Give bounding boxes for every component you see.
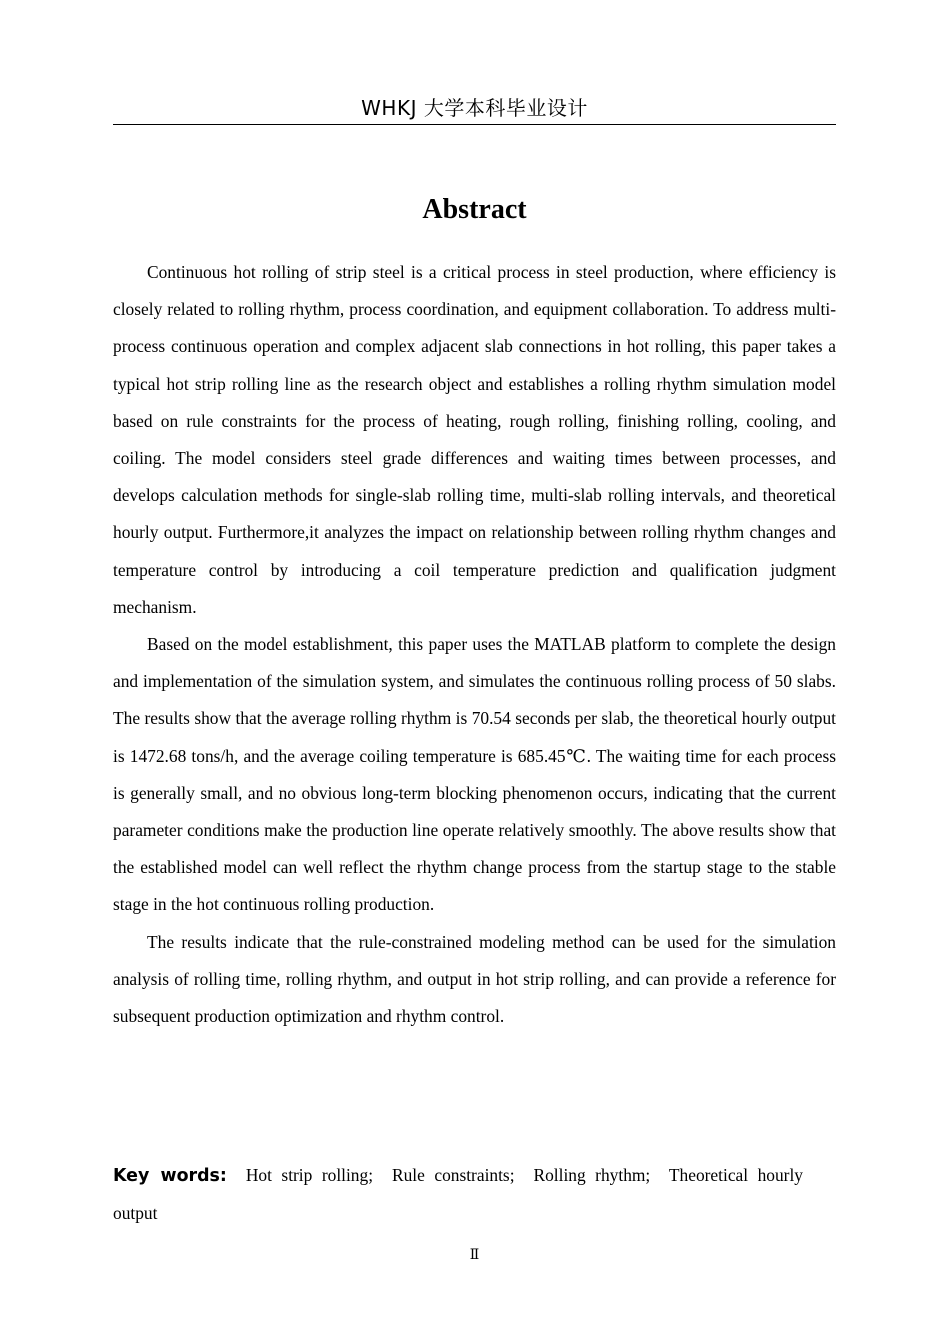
- running-header: WHKJ 大学本科毕业设计: [361, 96, 588, 120]
- abstract-body: [113, 254, 836, 1035]
- keywords-text: Hot strip rolling; Rule constraints; Rolling rhythm; Theoretical hourly output: [113, 1165, 816, 1224]
- abstract-paragraph-2: Based on the model establishment, this paper uses the MATLAB platform to complete the design and implementation of the simulation system, and simulates the continuous rolling process of 50 slabs. The results show that the average rolling rhythm is 70.54 seconds per slab, the theoretical hourly output is 1472.68 tons/h, and the average coiling temperature is 685.45℃. The waiting time for each process is generally small, and no obvious long-term blocking phenomenon occurs, indicating that the current parameter conditions make the production line operate relatively smoothly. The above results show that the established model can well reflect the rhythm change process from the startup stage to the stable stage in the hot continuous rolling production.: [113, 634, 836, 915]
- keywords-section: [113, 1157, 816, 1232]
- abstract-paragraph-1: Continuous hot rolling of strip steel is a critical process in steel production, where efficiency is closely related to rolling rhythm, process coordination, and equipment collaboration. To address multi-process continuous operation and complex adjacent slab connections in hot rolling, this paper takes a typical hot strip rolling line as the research object and establishes a rolling rhythm simulation model based on rule constraints for the process of heating, rough rolling, finishing rolling, cooling, and coiling. The model considers steel grade differences and waiting times between processes, and develops calculation methods for single-slab rolling time, multi-slab rolling intervals, and theoretical hourly output. Furthermore,it analyzes the impact on relationship between rolling rhythm changes and temperature control by introducing a coil temperature prediction and qualification judgment mechanism.: [113, 262, 836, 617]
- abstract-paragraph-3: The results indicate that the rule-constrained modeling method can be used for the simulation analysis of rolling time, rolling rhythm, and output in hot strip rolling, and can provide a reference for subsequent production optimization and rhythm control.: [113, 931, 836, 1027]
- page-number: Ⅱ: [469, 1248, 480, 1263]
- keywords-label: Key words: [113, 1166, 220, 1186]
- keywords-separator: :: [219, 1166, 227, 1186]
- header-divider: [113, 124, 836, 125]
- abstract-title: Abstract: [422, 194, 527, 225]
